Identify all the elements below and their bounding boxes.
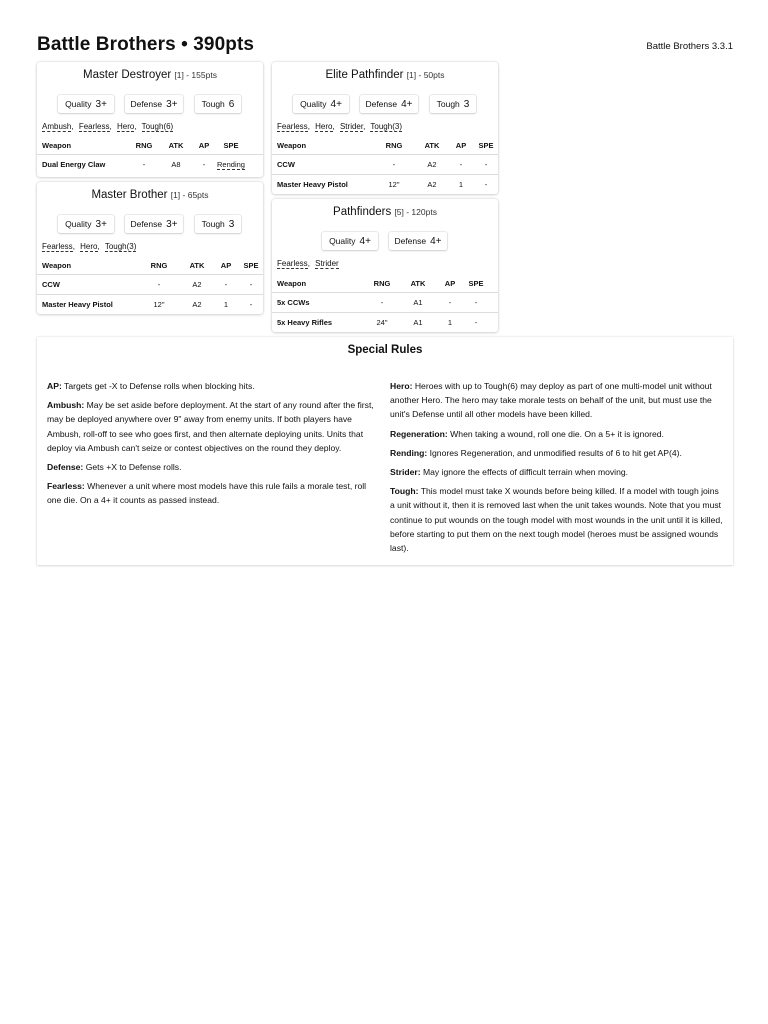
defense-label: Defense	[130, 99, 163, 109]
rule-definition-ap	[47, 379, 379, 393]
rule-name: Strider:	[390, 467, 421, 478]
col-weapon: Weapon	[42, 141, 72, 150]
weapon-name: Dual Energy Claw	[37, 155, 127, 175]
defense-stat	[125, 215, 183, 233]
weapon-name: Master Heavy Pistol	[37, 295, 137, 315]
special-rules-right-column	[390, 379, 725, 560]
unit-rules: Ambush, Fearless, Hero, Tough(6)	[42, 122, 174, 131]
weapon-rng: 12"	[137, 295, 181, 315]
weapon-spe: -	[239, 295, 263, 315]
tough-label: Tough	[201, 99, 225, 109]
rule-name: AP:	[47, 381, 62, 391]
rule-fearless[interactable]: Fearless	[42, 242, 73, 251]
rule-text: May be set aside before deployment. At the start of any round after the first, may be deployed anywhere over 9" away from enemy units. If both players have Ambush, roll-off to see who goes first, and then alternate deploying units. Units that deploy via Ambush can't seize or contest objectives on the round they deploy.	[47, 400, 374, 453]
col-ap: AP	[455, 141, 467, 150]
weapon-rng: -	[137, 275, 181, 295]
rule-fearless[interactable]: Fearless	[277, 259, 308, 268]
rule-text: Targets get -X to Defense rolls when blocking hits.	[64, 381, 255, 391]
rule-text: Gets +X to Defense rolls.	[85, 462, 182, 473]
weapons-header-row	[272, 275, 498, 293]
rule-name: Hero:	[390, 381, 413, 391]
rule-text: Whenever a unit where most models have this rule fails a morale test, roll one die. On a 4+ it counts as passed instead.	[47, 481, 367, 506]
rule-definition-regeneration	[390, 427, 725, 441]
weapon-ap: -	[448, 155, 474, 175]
tough-stat	[430, 95, 476, 113]
game-version: Battle Brothers 3.3.1	[646, 41, 733, 52]
weapon-atk: A8	[161, 155, 191, 175]
special-rules-left-column	[47, 379, 379, 513]
weapon-atk: A1	[400, 313, 436, 333]
unit-name: Master Brother	[91, 189, 168, 201]
col-spe: SPE	[223, 141, 239, 150]
quality-label: Quality	[65, 99, 92, 109]
unit-card-master-brother	[37, 182, 263, 314]
defense-value: 4+	[401, 99, 413, 110]
unit-size-points: [1] - 155pts	[174, 70, 217, 80]
weapon-name: Master Heavy Pistol	[272, 175, 372, 195]
col-atk: ATK	[424, 141, 440, 150]
weapon-ap: -	[436, 293, 464, 313]
rule-strider[interactable]: Strider	[315, 259, 339, 268]
rule-definition-fearless	[47, 479, 379, 507]
defense-value: 3+	[166, 99, 178, 110]
col-weapon: Weapon	[277, 141, 307, 150]
col-ap: AP	[220, 261, 232, 270]
weapon-rng: 24"	[364, 313, 400, 333]
unit-card-elite-pathfinder	[272, 62, 498, 194]
col-spe: SPE	[243, 261, 259, 270]
weapon-spe: -	[464, 293, 488, 313]
unit-name: Elite Pathfinder	[325, 69, 404, 81]
quality-value: 4+	[359, 236, 371, 247]
col-rng: RNG	[385, 141, 403, 150]
quality-label: Quality	[300, 99, 327, 109]
unit-rules: Fearless, Hero, Strider, Tough(3)	[277, 122, 402, 131]
unit-card-pathfinders	[272, 199, 498, 332]
rule-ambush[interactable]: Ambush	[42, 122, 72, 131]
col-ap: AP	[444, 279, 456, 288]
weapons-header-row	[37, 137, 263, 155]
rule-definition-ambush	[47, 398, 379, 455]
weapons-table	[37, 257, 263, 314]
rule-fearless[interactable]: Fearless	[277, 122, 308, 131]
rule-name: Regeneration:	[390, 428, 448, 439]
page-header	[37, 34, 733, 62]
weapon-rng: -	[127, 155, 161, 175]
quality-stat	[293, 95, 349, 113]
weapon-ap: 1	[436, 313, 464, 333]
defense-stat	[125, 95, 183, 113]
weapon-atk: A1	[400, 293, 436, 313]
rule-text: May ignore the effects of difficult terrain when moving.	[422, 467, 629, 478]
unit-name: Master Destroyer	[83, 69, 172, 81]
table-row	[272, 313, 498, 333]
weapon-name: 5x CCWs	[272, 293, 364, 313]
col-weapon: Weapon	[277, 279, 307, 288]
col-rng: RNG	[373, 279, 391, 288]
tough-stat	[195, 95, 241, 113]
col-atk: ATK	[410, 279, 426, 288]
weapon-spe: -	[464, 313, 488, 333]
unit-rules: Fearless, Hero, Tough(3)	[42, 242, 137, 251]
rule-name: Defense:	[47, 462, 84, 473]
unit-size-points: [1] - 65pts	[170, 190, 209, 200]
weapon-spe: -	[239, 275, 263, 295]
defense-label: Defense	[130, 219, 163, 229]
unit-size-points: [5] - 120pts	[394, 207, 437, 217]
weapon-spe: -	[474, 155, 498, 175]
weapons-table	[272, 275, 498, 332]
table-row	[272, 175, 498, 195]
tough-stat	[195, 215, 241, 233]
table-row	[272, 293, 498, 313]
weapons-table	[272, 137, 498, 194]
defense-value: 4+	[430, 236, 442, 247]
rule-name: Ambush:	[47, 400, 85, 411]
weapon-name: CCW	[37, 275, 137, 295]
rule-hero[interactable]: Hero	[315, 122, 333, 131]
col-spe: SPE	[478, 141, 494, 150]
unit-rules: Fearless, Strider	[277, 259, 339, 268]
quality-value: 4+	[330, 99, 342, 110]
rule-definition-hero	[390, 379, 725, 422]
rule-definition-rending	[390, 446, 725, 460]
weapons-header-row	[272, 137, 498, 155]
weapon-atk: A2	[181, 275, 213, 295]
rule-tough[interactable]: Tough(3)	[104, 242, 137, 251]
rule-text: Ignores Regeneration, and unmodified results of 6 to hit get AP(4).	[429, 447, 682, 458]
tough-label: Tough	[201, 219, 225, 229]
col-ap: AP	[198, 141, 210, 150]
weapon-atk: A2	[181, 295, 213, 315]
unit-name: Pathfinders	[333, 206, 392, 218]
rule-fearless[interactable]: Fearless	[78, 122, 110, 131]
special-rules-panel	[37, 337, 733, 565]
weapon-rule-rending[interactable]: Rending	[217, 160, 245, 169]
rule-text: Heroes with up to Tough(6) may deploy as part of one multi-model unit without another Hero. The hero may take morale tests on behalf of the unit, but must use the unit's Defense until all other models have been killed.	[390, 381, 712, 420]
rule-tough[interactable]: Tough(3)	[370, 122, 402, 131]
quality-value: 3+	[95, 219, 107, 230]
unit-title	[272, 69, 498, 81]
rule-definition-strider	[390, 465, 725, 479]
quality-value: 3+	[95, 99, 107, 110]
unit-title	[37, 69, 263, 81]
rule-definition-tough	[390, 484, 725, 555]
unit-size-points: [1] - 50pts	[406, 70, 445, 80]
special-rules-heading: Special Rules	[347, 344, 423, 356]
defense-label: Defense	[394, 236, 427, 246]
weapon-ap: -	[213, 275, 239, 295]
table-row	[37, 295, 263, 315]
col-rng: RNG	[135, 141, 153, 150]
rule-hero[interactable]: Hero	[80, 242, 98, 251]
defense-stat	[360, 95, 418, 113]
col-atk: ATK	[189, 261, 205, 270]
weapon-atk: A2	[416, 155, 448, 175]
quality-stat	[322, 232, 378, 250]
rule-name: Rending:	[390, 447, 428, 458]
table-row	[37, 155, 263, 175]
rule-tough[interactable]: Tough(6)	[141, 122, 174, 131]
weapons-header-row	[37, 257, 263, 275]
weapon-rng: -	[364, 293, 400, 313]
col-atk: ATK	[168, 141, 184, 150]
rule-name: Fearless:	[47, 481, 85, 492]
rule-name: Tough:	[390, 486, 419, 497]
tough-value: 6	[228, 99, 235, 110]
rule-text: This model must take X wounds before being killed. If a model with tough joins a unit without it, then it is removed last when the unit takes wounds. Note that you must continue to put wounds on the tough model with most wounds in the unit until it is killed, before starting to put them on the next tough model (heroes must be assigned wounds last).	[390, 486, 723, 554]
rule-strider[interactable]: Strider	[339, 122, 364, 131]
weapon-ap: 1	[448, 175, 474, 195]
unit-title	[37, 189, 263, 201]
weapon-atk: A2	[416, 175, 448, 195]
weapon-rng: -	[372, 155, 416, 175]
weapon-rng: 12"	[372, 175, 416, 195]
rule-definition-defense	[47, 460, 379, 474]
weapon-name: 5x Heavy Rifles	[272, 313, 364, 333]
weapons-table	[37, 137, 263, 174]
unit-title	[272, 206, 498, 218]
rule-text: When taking a wound, roll one die. On a 5+ it is ignored.	[450, 428, 664, 439]
defense-value: 3+	[166, 219, 178, 230]
tough-label: Tough	[436, 99, 460, 109]
rule-hero[interactable]: Hero	[116, 122, 135, 131]
col-spe: SPE	[468, 279, 484, 288]
quality-stat	[58, 215, 114, 233]
tough-value: 3	[228, 219, 235, 230]
army-title: Battle Brothers • 390pts	[37, 34, 255, 55]
defense-stat	[389, 232, 447, 250]
quality-label: Quality	[329, 236, 356, 246]
weapon-ap: 1	[213, 295, 239, 315]
unit-card-master-destroyer	[37, 62, 263, 177]
defense-label: Defense	[365, 99, 398, 109]
weapon-spe: -	[474, 175, 498, 195]
table-row	[272, 155, 498, 175]
weapon-spe	[217, 155, 245, 175]
quality-label: Quality	[65, 219, 92, 229]
col-rng: RNG	[150, 261, 168, 270]
col-weapon: Weapon	[42, 261, 72, 270]
weapon-ap: -	[191, 155, 217, 175]
tough-value: 3	[463, 99, 470, 110]
quality-stat	[58, 95, 114, 113]
table-row	[37, 275, 263, 295]
weapon-name: CCW	[272, 155, 372, 175]
